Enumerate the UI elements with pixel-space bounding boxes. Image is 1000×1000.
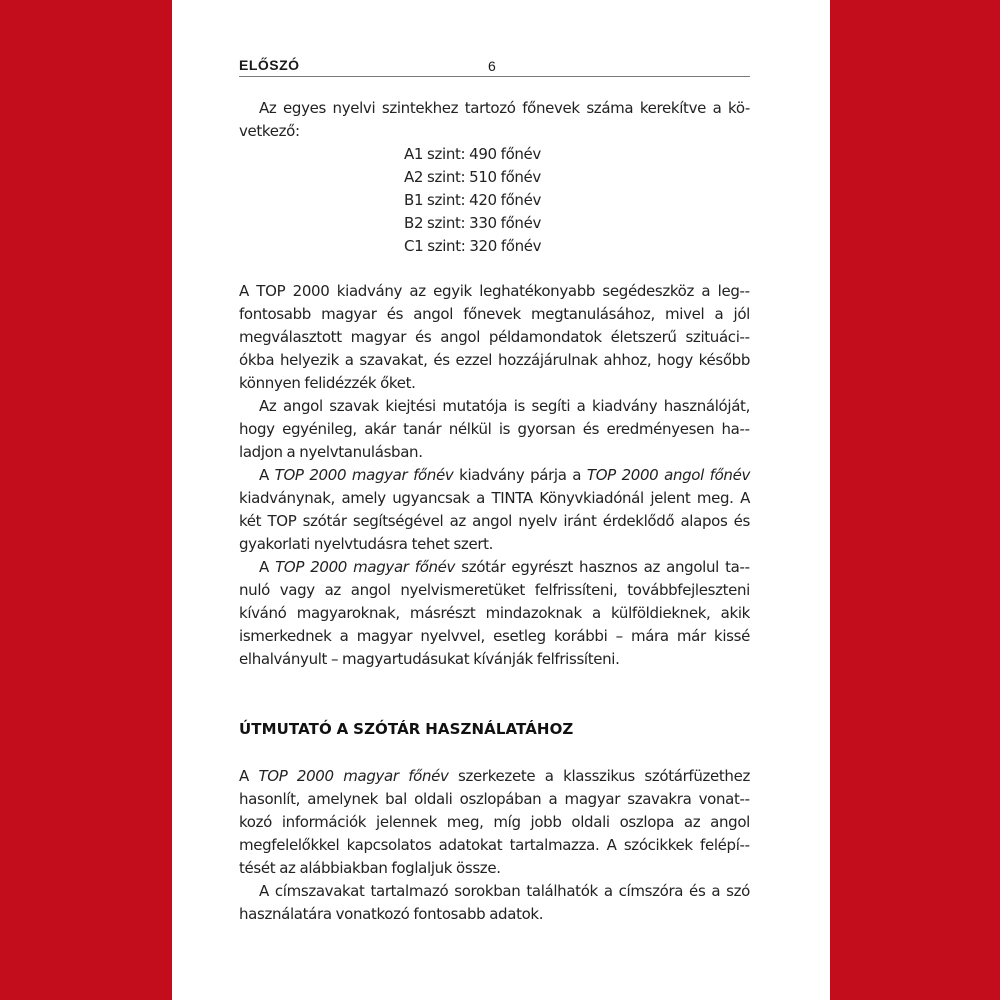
level-item-c1: C1 szint: 320 főnév (404, 237, 542, 255)
intro-line-1: Az egyes nyelvi szintekhez tartozó főnevek száma kerekítve a kö- (259, 99, 750, 117)
paragraph-pronunciation: Az angol szavak kiejtési mutatója is segíti a kiadvány használóját, hogy egyénileg, akár tanár nélkül is gyorsan és eredményesen ha-ladjon a nyelvtanulásban. (239, 397, 750, 461)
level-item-b1: B1 szint: 420 főnév (404, 191, 541, 209)
chapter-title: ELŐSZÓ (239, 57, 300, 73)
level-item-b2: B2 szint: 330 főnév (404, 214, 541, 232)
running-header (239, 56, 750, 77)
section-heading: ÚTMUTATÓ A SZÓTÁR HASZNÁLATÁHOZ (239, 720, 574, 738)
level-list (404, 143, 750, 258)
paragraph-companion: A TOP 2000 magyar főnév kiadvány párja a TOP 2000 angol főnév kiadványnak, amely ugyancsak a TINTA Könyvkiadónál jelent meg. A két TOP szótár segítségével az angol nyelv iránt érdeklődő alapos és gyakorlati nyelvtudásra tehet szert. (239, 466, 750, 553)
paragraph-audience: A TOP 2000 magyar főnév szótár egyrészt hasznos az angolul ta-nuló vagy az angol nyelvismeretüket felfrissíteni, továbbfejleszteni kívánó magyaroknak, másrészt mindazoknak a külföldieknek, akik ismerkednek a magyar nyelvvel, esetleg korábbi – mára már kissé elhalványult – magyartudásukat kívánják felfrissíteni. (239, 558, 750, 668)
paragraph-structure: A TOP 2000 magyar főnév szerkezete a klasszikus szótárfüzethez hasonlít, amelynek bal oldali oszlopában a magyar szavakra vonat-kozó információk jelennek meg, míg jobb oldali oszlopa az angol megfelelőkkel kapcsolatos adatokat tartalmazza. A szócikkek felépí-tését az alábbiakban foglaljuk össze. (239, 767, 750, 877)
spacer (239, 741, 750, 765)
spacer (239, 671, 750, 718)
page-number: 6 (488, 58, 496, 74)
paragraph-headwords: A címszavakat tartalmazó sorokban találhatók a címszóra és a szó használatára vonatkozó fontosabb adatok. (239, 882, 750, 923)
level-item-a2: A2 szint: 510 főnév (404, 168, 541, 186)
level-item-a1: A1 szint: 490 főnév (404, 145, 541, 163)
book-page (172, 0, 830, 1000)
paragraph-top2000: A TOP 2000 kiadvány az egyik leghatékonyabb segédeszköz a leg-fontosabb magyar és angol főnevek megtanulásához, mivel a jól megválasztott magyar és angol példamondatok életszerű szituáci-ókba helyezik a szavakat, és ezzel hozzájárulnak ahhoz, hogy később könnyen felidézzék őket. (239, 282, 750, 392)
page-body (239, 97, 750, 926)
spacer (239, 258, 750, 280)
intro-line-2: vetkező: (239, 122, 300, 140)
